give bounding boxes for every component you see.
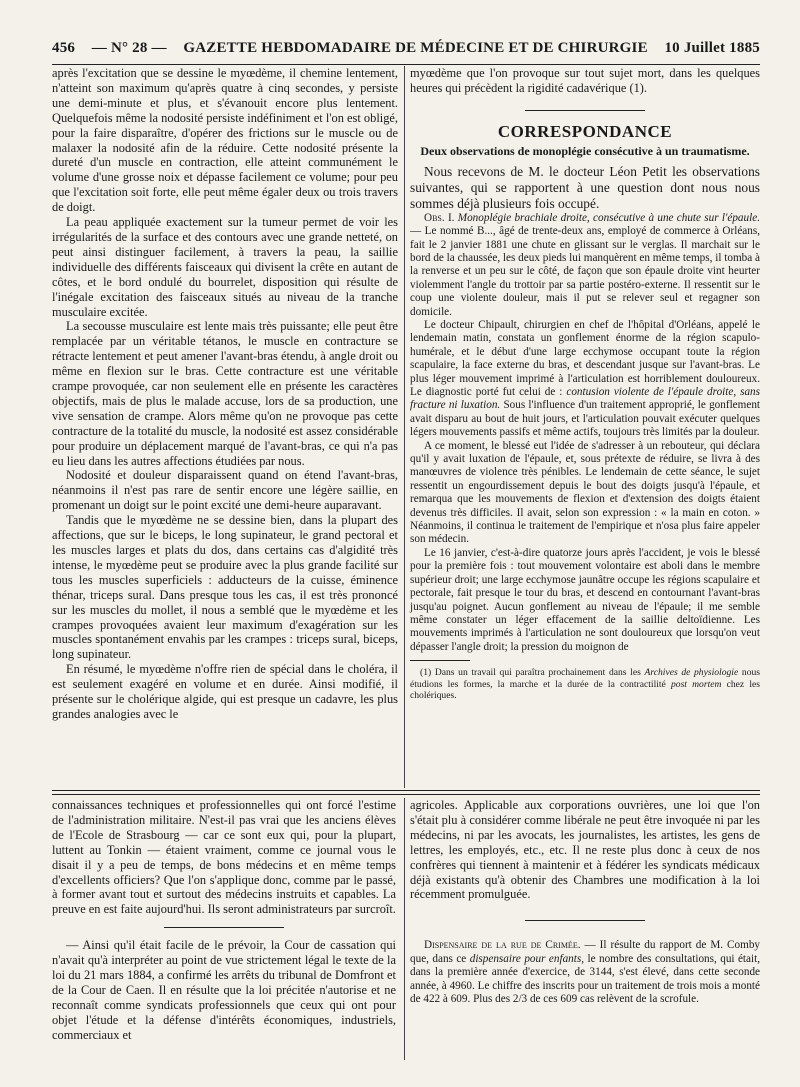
issue-date: 10 Juillet 1885: [664, 40, 760, 56]
paragraph: après l'excitation que se dessine le myœdème, il chemine lentement, n'atteint son maximum qu'après quatre à cinq secondes, y persiste une demi-minute et plus, et s'évanouit encore plus lentement. Quelquefois même la nodosité persiste indéfiniment et l'on est obligé, pour la faire disparaître, d'opérer des frictions sur le muscle ou de malaxer la nodosité afin de la réduire. Cette nodosité présente la dureté d'un muscle en contraction, elle atteint communément le volume d'une grosse noix et dépasse facilement ce volume; pour peu que l'excitation soit forte, elle peut même égaler deux ou trois travers de doigt.: [52, 66, 398, 215]
column-1: [52, 66, 398, 722]
paragraph: Le 16 janvier, c'est-à-dire quatorze jours après l'accident, je vois le blessé pour la première fois : tout mouvement volontaire est aboli dans le membre supérieur droit; une large ecchymose jaunâtre occupe les régions scapulaire et pectorale, fait presque le tour du bras, et descend en contournant l'avant-bras jusqu'au poignet. Aucun gonflement au niveau de l'épaule; il me semble même constater un léger effacement de la saillie deltoïdienne. Les mouvements imprimés à l'articulation ne sont douloureux que lorsqu'on veut dépasser l'angle droit; la pression du moignon de: [410, 546, 760, 653]
text-run: chez les cholériques.: [410, 678, 760, 701]
section-subheading: Deux observations de monoplégie consécutive à un traumatisme.: [420, 143, 750, 158]
footnote: [410, 667, 760, 701]
paragraph: La secousse musculaire est lente mais très puissante; elle peut être remplacée par un véritable tétanos, le muscle en contracture se rétracte lentement et peut amener l'avant-bras étendu, à angle droit ou même en flexion sur le bras. Cette contracture est une véritable crampe provoquée, car non seulement elle en présente les caractères objectifs, mais de plus le malade accuse, lors de sa production, une vive sensation de crampe. Alors même qu'on ne provoque pas cette contracture de la totalité du muscle, la nodosité est assez considérable pour produire un déplacement marqué de l'avant-bras, ce qui n'a pas eu lieu dans les autres affections étudiées par nous.: [52, 319, 398, 468]
paragraph: A ce moment, le blessé eut l'idée de s'adresser à un rebouteur, qui déclara qu'il y avait luxation de l'épaule, et, sous prétexte de réduire, se livra à des manœuvres de violence très pénibles. Le lendemain de cette séance, le sujet ressentit un engourdissement depuis le bout des doigts jusqu'à l'épaule, et remarqua que les mouvements de flexion et d'extension des doigts étaient devenus très difficiles. Il avait, selon son expression : « la main en coton. » Néanmoins, il continua le traitement de l'empirique et n'osa plus faire appeler son médecin.: [410, 439, 760, 546]
text-run: Le docteur Chipault, chirurgien en chef de l'hôpital d'Orléans, appelé le lendemain matin, constata un gonflement énorme de la région scapulo-humérale, et le début d'une large ecchymose occupant toute la région scapulaire, la face externe du bras, et descendant jusque sur l'avant-bras. Le plus léger mouvement imprimé à l'articulation est horriblement douloureux. Le diagnostic porté fut celui de :: [410, 318, 760, 398]
text-run: post mortem: [670, 678, 722, 690]
section-separator: [525, 920, 645, 921]
paragraph: myœdème que l'on provoque sur tout sujet mort, dans les quelques heures qui précèdent la rigidité cadavérique (1).: [410, 66, 760, 95]
text-run: nous étudions les formes, la marche et la durée de la contractilité: [410, 667, 761, 690]
journal-title: GAZETTE HEBDOMADAIRE DE MÉDECINE ET DE CHIRURGIE: [183, 40, 648, 56]
lead-paragraph: Nous recevons de M. le docteur Léon Petit les observations suivantes, qui se rapportent à une question dont nous nous sommes déjà plusieurs fois occupé.: [410, 163, 760, 211]
column-divider-bottom: [404, 798, 405, 1060]
footnote-separator: [410, 660, 470, 661]
paragraph: En résumé, le myœdème n'offre rien de spécial dans le choléra, il est seulement exagéré en volume et en durée. Ainsi modifié, il présente sur le cholérique algide, qui est presque un cadavre, les plus grandes analogies avec le: [52, 662, 398, 721]
column-4: [410, 798, 760, 1006]
text-run: dispensaire pour enfants,: [469, 952, 585, 965]
paragraph: Tandis que le myœdème ne se dessine bien, dans la plupart des affections, que sur le biceps, le long supinateur, le grand pectoral et les muscles larges et plats du dos, dans certains cas d'algidité très intense, le myœdème peut se produire avec la plus grande facilité sur tous les muscles superficiels : adducteurs de la cuisse, éminence thénar, triceps sural. Dans presque tous les cas, il est très prononcé sur les muscles du mollet, il nous a semblé que le myœdème et les crampes provoquées avaient leur maximum d'exagération sur les muscles spontanément envahis par les crampes : triceps sural, biceps, long supinateur.: [52, 513, 398, 662]
section-heading: CORRESPONDANCE: [497, 121, 673, 141]
text-run: (1) Dans un travail qui paraîtra prochainement dans les: [420, 667, 641, 679]
paragraph: Nodosité et douleur disparaissent quand on étend l'avant-bras, néanmoins il n'est pas rare de sentir encore une légère saillie, en promenant un doigt sur le point excité une demi-heure auparavant.: [52, 468, 398, 513]
section-separator: [525, 110, 645, 111]
paragraph: [410, 319, 760, 440]
paragraph: [410, 939, 760, 1006]
issue-number: — N° 28 —: [91, 40, 167, 56]
text-run: — Il résulte du rapport de M. Comby que, dans ce: [410, 939, 761, 965]
page-header: [52, 40, 760, 65]
column-3: [52, 798, 396, 1043]
section-label: Dispensaire de la rue de Crimée.: [424, 939, 581, 952]
text-run: Sous l'influence d'un traitement approprié, le gonflement avait disparu au bout de huit jours, et l'articulation pouvait exécuter quelques légers mouvements passifs et même actifs, toujours très limités par la douleur.: [410, 399, 761, 439]
journal-name: Archives de physiologie: [644, 667, 739, 679]
observation-text: — Le nommé B..., âgé de trente-deux ans, employé de commerce à Orléans, fait le 2 janvier 1881 une chute en glissant sur le verglas. Il marchait sur le bord de la chaussée, les deux pieds lui manquèrent en même temps, il tomba à la renverse et un peu sur le côté, de façon que son épaule droite vint heurter violemment l'angle du trottoir par sa partie postéro-externe. Il ressentit sur le coup une violente douleur, mais il put se relever seul et regagner son domicile.: [410, 225, 760, 318]
column-2: [410, 66, 760, 701]
page-number: 456: [52, 40, 76, 56]
observation-title: Monoplégie brachiale droite, consécutive à une chute sur l'épaule.: [457, 211, 760, 224]
observation-paragraph: [410, 212, 760, 319]
diagnosis: contusion violente de l'épaule droite, sans fracture ni luxation.: [410, 386, 760, 412]
text-run: le nombre des consultations, qui était, dans la première année d'exercice, de 3144, s'est élevé, dans cette seconde année, à 4960. Le chiffre des inscrits pour un traitement de trois mois a monté de 422 à 609. Plus des 2/3 de ces 609 cas relèvent de la scrofule.: [410, 952, 761, 1005]
section-separator: [164, 927, 284, 928]
paragraph: — Ainsi qu'il était facile de le prévoir, la Cour de cassation qui n'avait qu'à interpréter au point de vue strictement légal le texte de la loi du 21 mars 1884, a confirmé les arrêts du tribunal de Domfront et de la Cour de Caen. Il en résulte que la loi précitée n'autorise et ne reconnaît comme syndicats professionnels que ceux qui ont pour objet l'étude et la défense d'intérêts économiques, industriels, commerciaux et: [52, 938, 396, 1042]
observation-label: Obs. I.: [424, 211, 455, 224]
paragraph: connaissances techniques et professionnelles qui ont forcé l'estime de l'administration militaire. N'est-il pas vrai que les anciens élèves de l'Ecole de Strasbourg — car ce sont eux qui, pour la plupart, luttent au Tonkin — étaient vraiment, comme ce journal vous le disait il y a peu de temps, de bons médecins et en même temps d'excellents officiers? Que l'on s'applique donc, comme par le passé, à former avant tout et surtout des médecins instruits et capables. La preuve en est faite aujourd'hui. Ils seront administrateurs par surcroît.: [52, 798, 396, 917]
paragraph: La peau appliquée exactement sur la tumeur permet de voir les irrégularités de la surface et des contours avec une grande netteté, on peut ainsi distinguer facilement, à travers la peau, la saillie individuelle des différents faisceaux qui divisent la crête en autant de côtes, et le bord ondulé du bourrelet, disposition qui résulte de l'inégale excitation des faisceaux situés au niveau de la tranche musculaire excitée.: [52, 215, 398, 319]
horizontal-divider: [52, 790, 760, 795]
column-divider-top: [404, 66, 405, 788]
paragraph: agricoles. Applicable aux corporations ouvrières, une loi que l'on s'était plu à considérer comme libérale ne peut être invoquée ni par les médecins, ni par les avocats, les journalistes, les artistes, les gens de lettres, les employés, etc., etc. Il ne reste plus donc à ceux de nos confrères qui tiennent à maintenir et à fédérer les syndicats médicaux déjà existants qu'à obtenir des Chambres une modification à la loi récemment promulguée.: [410, 798, 760, 902]
